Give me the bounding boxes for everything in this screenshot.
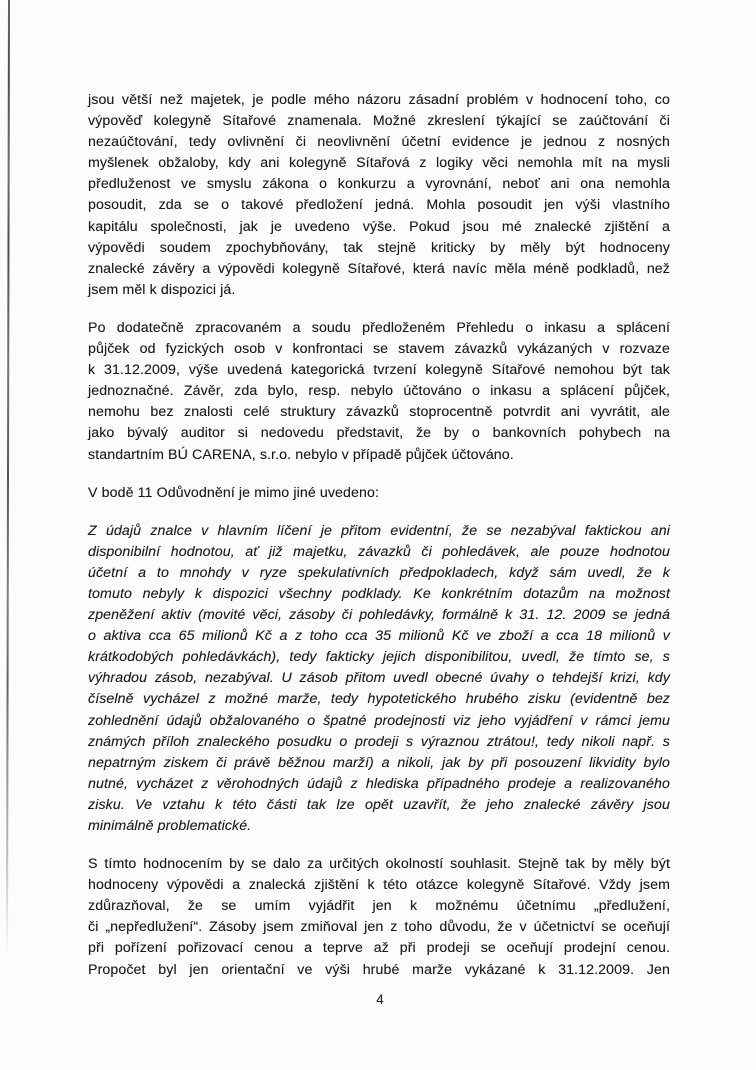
text-line: nezaúčtování, tedy ovlivnění či neovlivnění účetní evidence je jednou z nosných — [88, 134, 670, 151]
text-line: zpeněžení aktiv (movité věci, zásoby či pohledávky, formálně k 31. 12. 2009 se jedná — [88, 607, 670, 624]
page-number: 4 — [376, 992, 384, 1007]
text-line: Po dodatečně zpracovaném a soudu předloženém Přehledu o inkasu a splácení — [88, 319, 670, 336]
text-line: jako bývalý auditor si nedovedu představit, že by o bankovních pohybech na — [88, 425, 670, 442]
text-line: nutné, vycházet z věrohodných údajů z hlediska případného prodeje a realizovaného — [88, 775, 670, 792]
text-line: nemohu bez znalosti celé struktury závazků stoprocentně potvrdit ani vyvrátit, ale — [88, 404, 670, 421]
text-line: zohlednění údajů obžalovaného o špatné prodejnosti viz jeho vyjádření v rámci jemu — [88, 712, 670, 729]
text-line: zisku. Ve vztahu k této části tak lze opět uzavřít, že jeho znalecké závěry jsou — [88, 796, 670, 813]
text-line: kapitálu společnosti, jak je uvedeno výše. Pokud jsou mé znalecké zjištění a — [88, 218, 670, 235]
text-line: výpovědi soudem zpochybňovány, tak stejně kriticky by měly být hodnoceny — [88, 239, 670, 256]
text-line: k 31.12.2009, výše uvedená kategorická tvrzení kolegyně Sítařové nemohou být tak — [88, 362, 670, 379]
scan-artifact-line — [6, 0, 10, 955]
text-line: standartním BÚ CARENA, s.r.o. nebylo v případě půjček účtováno. — [88, 446, 514, 463]
text-line: zdůrazňoval, že se umím vyjádřit jen k možnému účetnímu „předlužení, — [88, 898, 670, 915]
text-line: účetní a to mnohdy v ryze spekulativních předpokladech, když sám uvedl, že k — [88, 564, 670, 581]
text-line: či „nepředlužení“. Zásoby jsem zmiňoval jen z toho důvodu, že v účetnictví se oceňují — [88, 919, 670, 936]
text-line: půjček od fyzických osob v konfrontaci se stavem závazků vykázaných v rozvaze — [88, 341, 670, 358]
paragraph — [88, 318, 670, 466]
text-line: předluženost ve smyslu zákona o konkurzu a vyrovnání, neboť ani ona nemohla — [88, 176, 670, 193]
text-line: známých příloh znaleckého posudku o prodeji s výraznou ztrátou!, tedy nikoli např. s — [88, 733, 670, 750]
text-line: Z údajů znalce v hlavním líčení je přitom evidentní, že se nezabýval faktickou ani — [88, 522, 670, 539]
text-line: výpověď kolegyně Sítařové znamenala. Možné zkreslení týkající se zaúčtování či — [88, 113, 670, 130]
text-line: posoudit, zda se o takové předložení jedná. Mohla posoudit jen výši vlastního — [88, 197, 670, 214]
document-text — [88, 90, 670, 998]
text-line: hodnoceny výpovědi a znalecká zjištění k této otázce kolegyně Sítařové. Vždy jsem — [88, 877, 670, 894]
text-line: znalecké závěry a výpovědi kolegyně Sítařové, která navíc měla méně podkladů, než — [88, 260, 670, 277]
paragraph — [88, 854, 670, 981]
text-line: o aktiva cca 65 milionů Kč a z toho cca 35 milionů Kč ve zboží a cca 18 milionů v — [88, 628, 670, 645]
text-line: jednoznačné. Závěr, zda bylo, resp. nebylo účtováno o inkasu a splácení půjček, — [88, 383, 670, 400]
text-line: Propočet byl jen orientační ve výši hrubé marže vykázané k 31.12.2009. Jen — [88, 961, 670, 978]
paragraph — [88, 483, 670, 504]
text-line: myšlenek obžaloby, kdy ani kolegyně Sítařová z logiky věci nemohla mít na mysli — [88, 155, 670, 172]
text-line: při pořízení pořizovací cenou a teprve až při prodeji se oceňují prodejní cenou. — [88, 940, 670, 957]
text-line: tomuto nebyly k dispozici všechny podklady. Ke konkrétním dotazům na možnost — [88, 585, 670, 602]
paragraph — [88, 521, 670, 837]
text-line: jsem měl k dispozici já. — [88, 281, 236, 298]
text-line: jsou větší než majetek, je podle mého názoru zásadní problém v hodnocení toho, co — [88, 92, 670, 108]
text-line: V bodě 11 Odůvodnění je mimo jiné uvedeno: — [88, 484, 380, 501]
page-footer — [0, 991, 756, 1009]
text-line: výhradou zásob, nezabýval. U zásob přitom uvedl obecné úvahy o tehdejší krizi, kdy — [88, 670, 670, 687]
text-line: krátkodobých pohledávkách), tedy fakticky jejich disponibilitou, uvedl, že tímto se, s — [88, 649, 670, 666]
text-line: číselně vycházel z možné marže, tedy hypotetického hrubého zisku (evidentně bez — [88, 691, 670, 708]
paragraph — [88, 90, 670, 301]
text-line: nepatrným ziskem či právě běžnou marží) a nikoli, jak by při posouzení likvidity bylo — [88, 754, 670, 771]
text-line: S tímto hodnocením by se dalo za určitých okolností souhlasit. Stejně tak by měly být — [88, 856, 670, 873]
text-line: disponibilní hodnotou, ať již majetku, závazků či pohledávek, ale pouze hodnotou — [88, 543, 670, 560]
text-line: minimálně problematické. — [88, 818, 252, 834]
